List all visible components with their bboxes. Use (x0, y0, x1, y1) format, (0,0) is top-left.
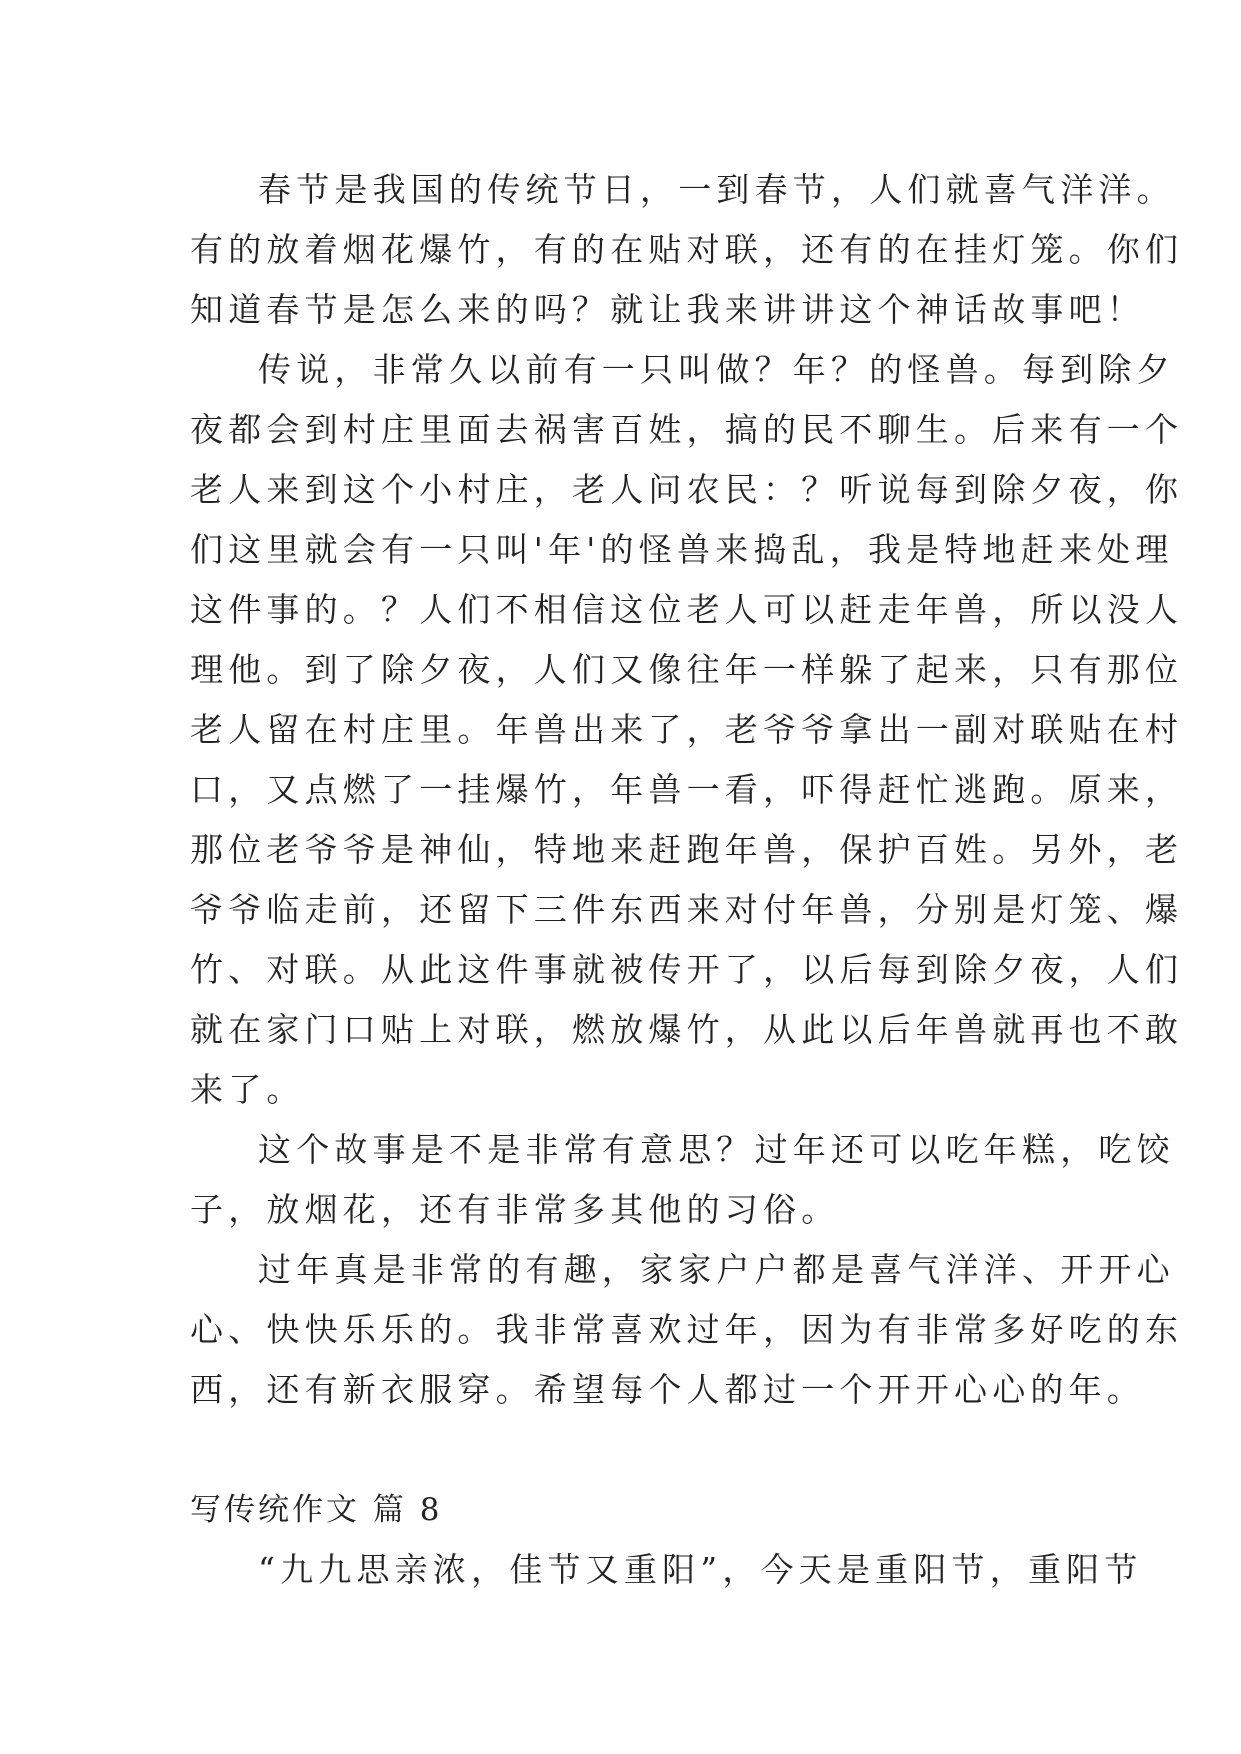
text-line: 有的放着烟花爆竹，有的在贴对联，还有的在挂灯笼。你们 (190, 230, 1184, 269)
text-line: 们这里就会有一只叫'年'的怪兽来捣乱，我是特地赶来处理 (190, 530, 1174, 569)
text-line: 就在家门口贴上对联，燃放爆竹，从此以后年兽就再也不敢 (190, 1010, 1184, 1049)
text-line: “九九思亲浓，佳节又重阳”，今天是重阳节，重阳节 (258, 1550, 1143, 1589)
text-line: 夜都会到村庄里面去祸害百姓，搞的民不聊生。后来有一个 (190, 410, 1184, 449)
text-line: 西，还有新衣服穿。希望每个人都过一个开开心心的年。 (190, 1370, 1145, 1409)
text-line: 那位老爷爷是神仙，特地来赶跑年兽，保护百姓。另外，老 (190, 830, 1184, 869)
paragraph-double-ninth (190, 1540, 1143, 1600)
paragraph-conclusion (190, 1240, 1184, 1420)
text-line: 这件事的。？人们不相信这位老人可以赶走年兽，所以没人 (190, 590, 1184, 629)
text-line: 老人留在村庄里。年兽出来了，老爷爷拿出一副对联贴在村 (190, 710, 1184, 749)
text-line: 知道春节是怎么来的吗？就让我来讲讲这个神话故事吧！ (190, 290, 1145, 329)
text-line: 口，又点燃了一挂爆竹，年兽一看，吓得赶忙逃跑。原来， (190, 770, 1184, 809)
text-line: 来了。 (190, 1070, 305, 1109)
text-line: 老人来到这个小村庄，老人问农民：？听说每到除夕夜，你 (190, 470, 1184, 509)
paragraph-spring-festival-intro (190, 160, 1184, 340)
text-line: 这个故事是不是非常有意思？过年还可以吃年糕，吃饺 (258, 1130, 1175, 1169)
text-line: 爷爷临走前，还留下三件东西来对付年兽，分别是灯笼、爆 (190, 890, 1184, 929)
text-line: 过年真是非常的有趣，家家户户都是喜气洋洋、开开心 (258, 1250, 1175, 1289)
paragraph-nian-legend (190, 340, 1184, 1120)
section-heading: 写传统作文 篇 8 (190, 1492, 443, 1528)
text-line: 理他。到了除夕夜，人们又像往年一样躲了起来，只有那位 (190, 650, 1184, 689)
section-spacer (190, 1420, 1060, 1480)
text-line: 竹、对联。从此这件事就被传开了，以后每到除夕夜，人们 (190, 950, 1184, 989)
text-line: 心、快快乐乐的。我非常喜欢过年，因为有非常多好吃的东 (190, 1310, 1184, 1349)
text-line: 子，放烟花，还有非常多其他的习俗。 (190, 1190, 840, 1229)
text-line: 春节是我国的传统节日，一到春节，人们就喜气洋洋。 (258, 170, 1175, 209)
document-body (190, 160, 1184, 1600)
paragraph-customs (190, 1120, 1175, 1240)
text-line: 传说，非常久以前有一只叫做？年？的怪兽。每到除夕 (258, 350, 1175, 389)
